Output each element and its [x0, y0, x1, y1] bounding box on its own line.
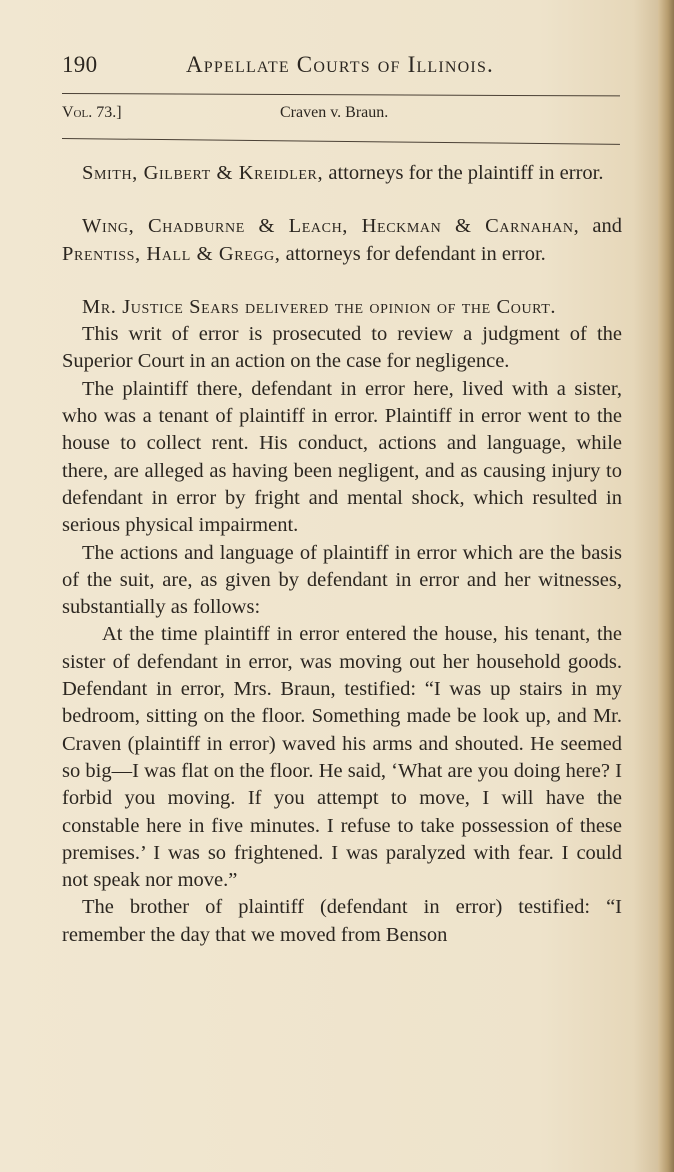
opinion-body [62, 160, 622, 949]
header-rule [62, 93, 620, 96]
paragraph: This writ of error is prosecuted to review a judgment of the Superior Court in an action on the case for negligence. [62, 323, 622, 373]
defendant-attorney-names-1: Wing, Chadburne & Leach, Heckman & Carnahan, [82, 215, 580, 238]
subheader-rule [62, 138, 620, 145]
paragraph: The brother of plaintiff (defendant in error) testified: “I remember the day that we moved from Benson [62, 896, 622, 946]
defendant-attorney-role: attorneys for defendant in error. [280, 242, 546, 265]
plaintiff-attorney-role: attorneys for the plaintiff in error. [323, 162, 604, 184]
running-title: Appellate Courts of Illinois. [186, 52, 495, 77]
page-number: 190 [62, 52, 98, 77]
defendant-attorney-connector: and [579, 215, 622, 238]
case-title: Craven v. Braun. [280, 104, 389, 121]
paragraph: At the time plaintiff in error entered the house, his tenant, the sister of defendant in error, was moving out her household goods. Defendant in error, Mrs. Braun, testified: “I was up stairs in my bedroom, sitting on the floor. Something made be look up, and Mr. Craven (plaintiff in error) waved his arms and shouted. He seemed so big—I was flat on the floor. He said, ‘What are you doing here? I forbid you moving. If you attempt to move, I will have the constable here in five minutes. I refuse to take possession of these premises.’ I was so frightened. I was paralyzed with fear. I could not speak nor move.” [62, 623, 622, 892]
defendant-attorneys [62, 213, 622, 268]
case-subheader [62, 104, 622, 128]
page-edge [658, 0, 674, 1172]
plaintiff-attorneys [62, 160, 622, 187]
plaintiff-attorney-names: Smith, Gilbert & Kreidler, [82, 162, 324, 184]
opinion-heading: Mr. Justice Sears delivered the opinion of the Court. [82, 295, 557, 318]
paragraph: The plaintiff there, defendant in error here, lived with a sister, who was a tenant of plaintiff in error. Plaintiff in error went to the house to collect rent. His conduct, actions and language, while there, are alleged as having been negligent, and as causing injury to defendant in error by fright and mental shock, which resulted in serious physical impairment. [62, 377, 622, 537]
defendant-attorney-names-2: Prentiss, Hall & Gregg, [62, 242, 281, 265]
paragraph: The actions and language of plaintiff in error which are the basis of the suit, are, as given by defendant in error and her witnesses, substantially as follows: [62, 541, 622, 619]
volume-label: Vol. 73.] [62, 104, 122, 121]
page-header [62, 48, 622, 82]
